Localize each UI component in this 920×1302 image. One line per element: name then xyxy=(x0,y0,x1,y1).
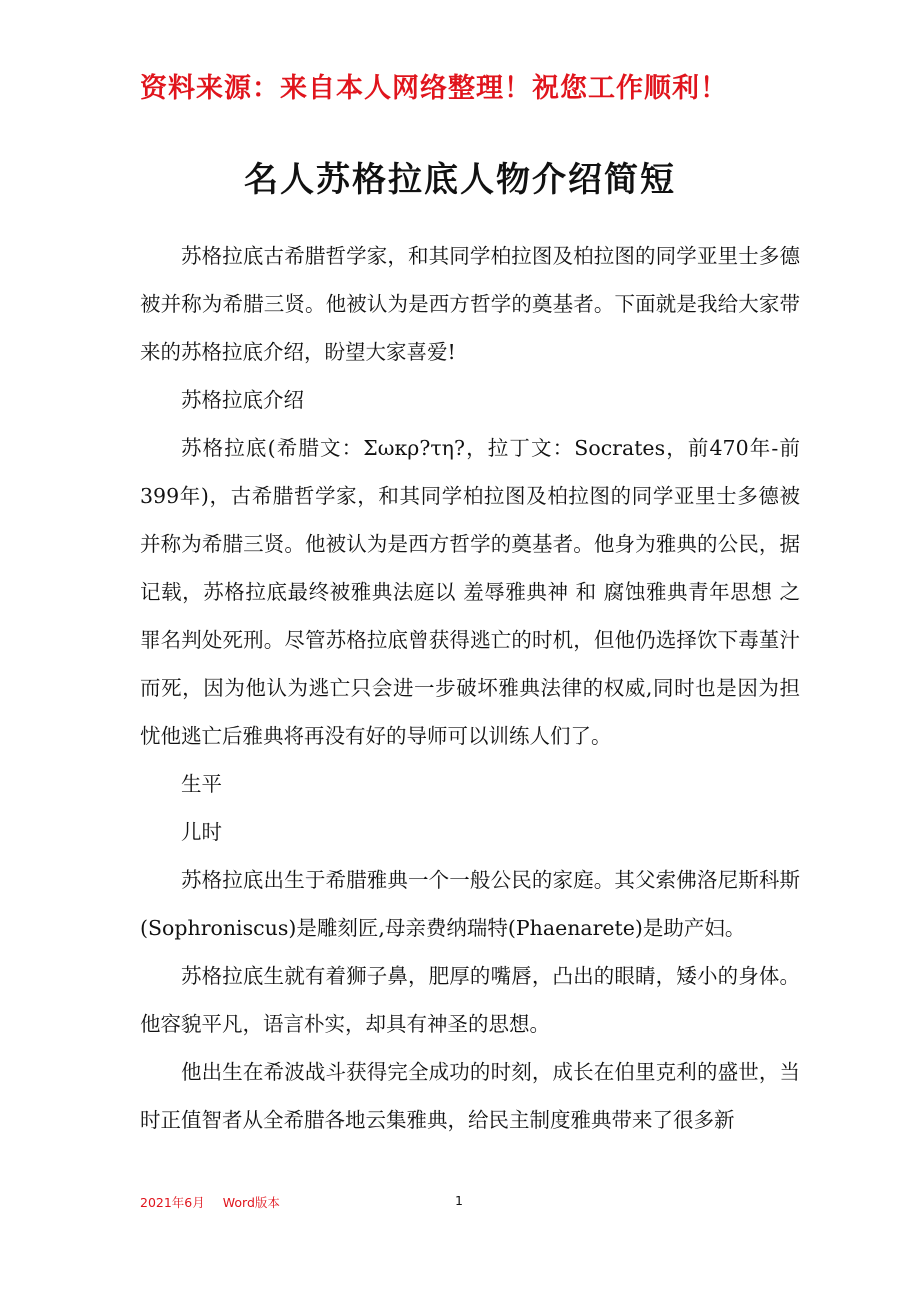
paragraph-appearance: 苏格拉底生就有着狮子鼻，肥厚的嘴唇，凸出的眼睛，矮小的身体。他容貌平凡，语言朴实，却具有神圣的思想。 xyxy=(140,964,800,1036)
section-heading-introduction: 苏格拉底介绍 xyxy=(181,388,304,412)
paragraph-era: 他出生在希波战斗获得完全成功的时刻，成长在伯里克利的盛世，当时正值智者从全希腊各地云集雅典，给民主制度雅典带来了很多新 xyxy=(140,1060,800,1132)
paragraph-biography: 苏格拉底(希腊文：Σωκρ?τη?，拉丁文：Socrates，前470年-前399年)，古希腊哲学家，和其同学柏拉图及柏拉图的同学亚里士多德被并称为希腊三贤。他被认为是西方哲学的奠基者。他身为雅典的公民，据记载，苏格拉底最终被雅典法庭以 羞辱雅典神 和 腐蚀雅典青年思想 之罪名判处死刑。尽管苏格拉底曾获得逃亡的时机，但他仍选择饮下毒堇汁而死，因为他认为逃亡只会进一步破坏雅典法律的权威,同时也是因为担忧他逃亡后雅典将再没有好的导师可以训练人们了。 xyxy=(140,436,800,748)
source-banner: 资料来源：来自本人网络整理！祝您工作顺利！ xyxy=(140,73,728,104)
document-title: 名人苏格拉底人物介绍简短 xyxy=(244,160,676,200)
document-body xyxy=(140,232,800,1144)
footer-version: Word版本 xyxy=(222,1195,280,1210)
page-footer xyxy=(140,1193,280,1211)
paragraph-intro: 苏格拉底古希腊哲学家，和其同学柏拉图及柏拉图的同学亚里士多德被并称为希腊三贤。他被认为是西方哲学的奠基者。下面就是我给大家带来的苏格拉底介绍，盼望大家喜爱! xyxy=(140,244,800,364)
section-heading-life: 生平 xyxy=(181,772,222,796)
page-number: 1 xyxy=(455,1193,463,1208)
section-heading-childhood: 儿时 xyxy=(181,820,222,844)
footer-date: 2021年6月 xyxy=(140,1195,205,1210)
paragraph-birth: 苏格拉底出生于希腊雅典一个一般公民的家庭。其父索佛洛尼斯科斯(Sophroniscus)是雕刻匠,母亲费纳瑞特(Phaenarete)是助产妇。 xyxy=(140,868,800,940)
